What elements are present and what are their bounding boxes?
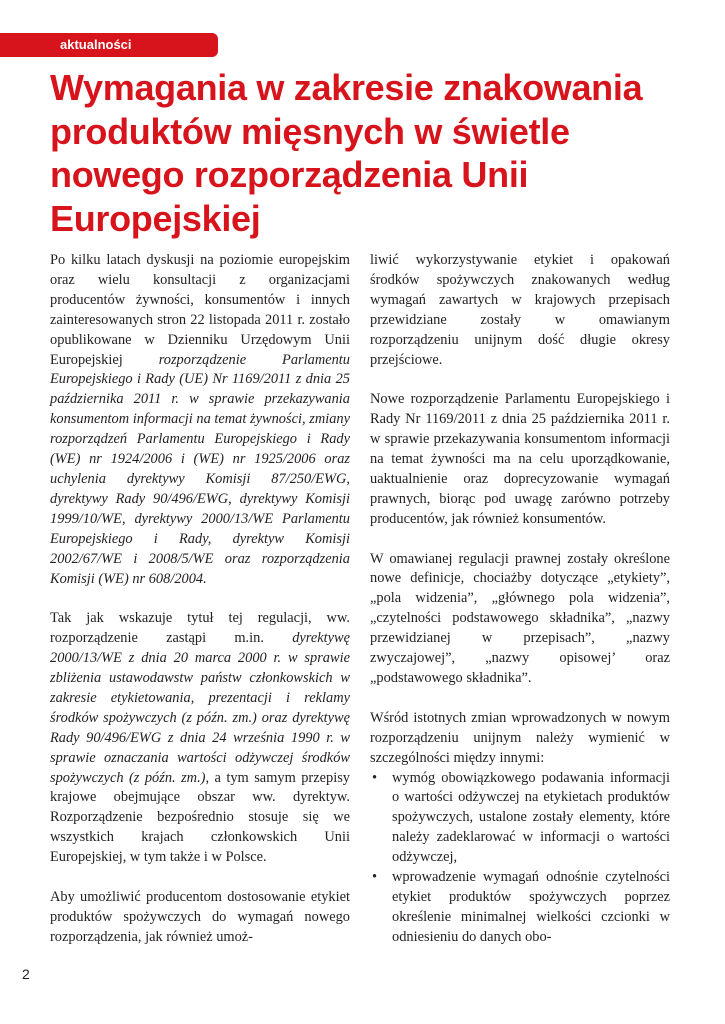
bullet-list [370, 769, 670, 948]
left-p2-italic: dyrektywę 2000/13/WE z dnia 20 marca 2000 r. w sprawie zbliżenia ustawodawstw państw członkowskich w zakresie etykietowania, prezentacji i reklamy środków spożywczych (z późn. zm.) oraz dyrektywę Rady 90/496/EWG z dnia 24 września 1990 r. w sprawie oznaczania wartości odżywczej środków spożywczych (z późn. zm.) [50, 630, 350, 786]
section-label: aktualności [60, 37, 132, 52]
right-column [370, 251, 670, 948]
left-column [50, 251, 350, 948]
article-title: Wymagania w zakresie znakowania produktów mięsnych w świetle nowego rozporządzenia Unii Europejskiej [50, 67, 643, 239]
bullet-item-1: • wymóg obowiązkowego podawania informacji o wartości odżywczej na etykietach produktów spożywczych, ustalone zostały elementy, które należy zadeklarować w informacji o wartości odżywczej, [370, 769, 670, 869]
left-p2-tail: , a tym samym przepisy krajowe obejmujące obszar ww. dyrektyw. Rozporządzenie bezpośrednio stosuje się we wszystkich krajach członkowskich Unii Europejskiej, w tym także i w Polsce. [50, 769, 350, 866]
right-paragraph-3: W omawianej regulacji prawnej zostały określone nowe definicje, chociażby dotyczące „etykiety”, „pola widzenia”, „głównego pola widzenia”, „czytelności podstawowego składnika”, „nazwy przewidzianej w przepisach”, „nazwy zwyczajowej”, „nazwy opisowej’ oraz „podstawowego składnika”. [370, 550, 670, 686]
left-paragraph-3: Aby umożliwić producentom dostosowanie etykiet produktów spożywczych do wymagań nowego rozporządzenia, jak również umoż- [50, 888, 350, 945]
left-paragraph-1 [50, 251, 350, 589]
right-paragraph-2: Nowe rozporządzenie Parlamentu Europejskiego i Rady Nr 1169/2011 z dnia 25 października 2011 r. w sprawie przekazywania konsumentom informacji na temat żywności ma na celu uporządkowanie, uaktualnienie oraz doprecyzowanie wymagań prawnych, biorąc pod uwagę zarówno potrzeby producentów, jak również konsumentów. [370, 391, 670, 527]
left-p2-text: Tak jak wskazuje tytuł tej regulacji, ww. rozporządzenie zastąpi m.in. [50, 610, 350, 647]
left-p1-italic: rozporządzenie Parlamentu Europejskiego i Rady (UE) Nr 1169/2011 z dnia 25 października 2011 r. w sprawie przekazywania konsumentom informacji na temat żywności, zmiany rozporządzeń Parlamentu Europejskiego i Rady (WE) nr 1924/2006 i (WE) nr 1925/2006 oraz uchylenia dyrektywy Komisji 87/250/EWG, dyrektywy Rady 90/496/EWG, dyrektywy Komisji 1999/10/WE, dyrektywy 2000/13/WE Parlamentu Europejskiego i Rady, dyrektyw Komisji 2002/67/WE i 2008/5/WE oraz rozporządzenia Komisji (WE) nr 608/2004. [50, 351, 350, 587]
bullet-item-2: • wprowadzenie wymagań odnośnie czytelności etykiet produktów spożywczych poprzez określenie minimalnej wielkości czcionki w odniesieniu do danych obo- [370, 868, 670, 948]
page-number: 2 [22, 966, 30, 982]
right-paragraph-1: liwić wykorzystywanie etykiet i opakowań środków spożywczych znakowanych według wymagań zawartych w krajowych przepisach przewidziane zostały w omawianym rozporządzeniu unijnym dość długie okresy przejściowe. [370, 252, 670, 368]
left-p1-text: Po kilku latach dyskusji na poziomie europejskim oraz wielu konsultacji z organizacjami producentów żywności, konsumentów i innych zainteresowanych stron 22 listopada 2011 r. zostało opublikowane w Dzienniku Urzędowym Unii Europejskiej [50, 252, 350, 368]
section-tab [0, 33, 218, 57]
left-paragraph-2 [50, 609, 350, 868]
right-paragraph-4: Wśród istotnych zmian wprowadzonych w nowym rozporządzeniu unijnym należy wymienić w szczególności między innymi: [370, 709, 670, 766]
